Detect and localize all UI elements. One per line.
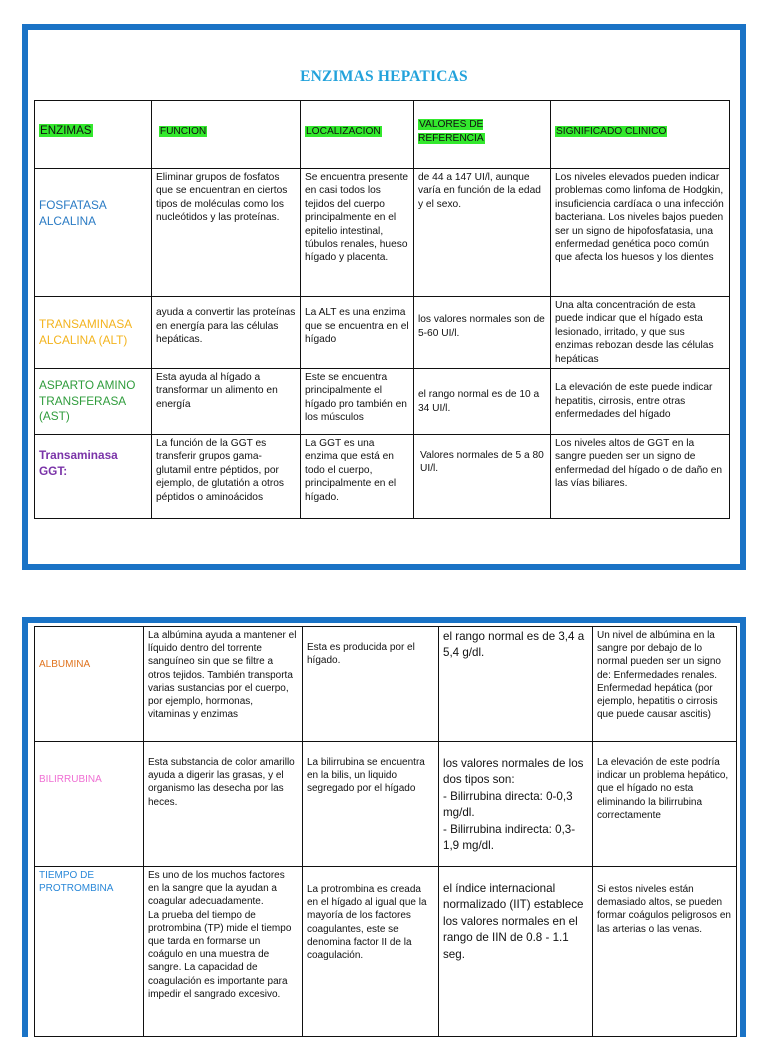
- header-funcion: FUNCION: [152, 101, 301, 169]
- significado-cell: La elevación de este podría indicar un problema hepático, que el hígado no esta eliminando la bilirrubina correctamente: [593, 742, 737, 867]
- valores-cell: de 44 a 147 UI/l, aunque varía en función de la edad y el sexo.: [414, 169, 551, 297]
- funcion-cell: La albúmina ayuda a mantener el líquido dentro del torrente sanguíneo sin que se filtre a otros tejidos. También transporta varias sustancias por el cuerpo, por ejemplo, hormonas, vitaminas y enzimas: [144, 627, 303, 742]
- table-row: [35, 867, 737, 1037]
- enzyme-name: TRANSAMINASA ALCALINA (ALT): [35, 297, 152, 369]
- enzyme-name: ASPARTO AMINO TRANSFERASA (AST): [35, 369, 152, 435]
- significado-cell: La elevación de este puede indicar hepatitis, cirrosis, entre otras enfermedades del hígado: [551, 369, 730, 435]
- table-row: [35, 297, 730, 369]
- table-row: [35, 435, 730, 519]
- funcion-cell: [144, 867, 303, 1037]
- significado-cell: Los niveles elevados pueden indicar problemas como linfoma de Hodgkin, insuficiencia cardíaca o una infección bacteriana. Los niveles bajos pueden ser un signo de hipofosfatasia, una enfermedad genética poco común que afecta los huesos y los dientes: [551, 169, 730, 297]
- valores-cell: el rango normal es de 3,4 a 5,4 g/dl.: [439, 627, 593, 742]
- enzyme-name: FOSFATASA ALCALINA: [35, 169, 152, 297]
- valores-cell: Valores normales de 5 a 80 UI/l.: [414, 435, 551, 519]
- significado-cell: Si estos niveles están demasiado altos, se pueden formar coágulos peligrosos en las arterias o las venas.: [593, 867, 737, 1037]
- enzymes-panel: [22, 24, 746, 570]
- enzymes-table: [34, 100, 730, 519]
- localizacion-cell: Se encuentra presente en casi todos los tejidos del cuerpo principalmente en el epitelio intestinal, túbulos renales, hueso hígado y placenta.: [301, 169, 414, 297]
- valores-cell: [439, 742, 593, 867]
- funcion-part-2: La prueba del tiempo de protrombina (TP) mide el tiempo que tarda en formarse un coágulo en una muestra de sangre. La capacidad de coagulación es importante para impedir el sangrado excesivo.: [148, 909, 292, 1000]
- valores-cell: el índice internacional normalizado (IIT) establece los valores normales en el rango de IIN de 0.8 - 1.1 seg.: [439, 867, 593, 1037]
- funcion-cell: ayuda a convertir las proteínas en energía para las células hepáticas.: [152, 297, 301, 369]
- test-name: TIEMPO DE PROTROMBINA: [35, 867, 144, 1037]
- valores-directa: - Bilirrubina directa: 0-0,3 mg/dl.: [443, 789, 573, 820]
- localizacion-cell: La GGT es una enzima que está en todo el cuerpo, principalmente en el hígado.: [301, 435, 414, 519]
- significado-cell: Los niveles altos de GGT en la sangre pueden ser un signo de enfermedad del hígado o de daño en las vías biliares.: [551, 435, 730, 519]
- funcion-cell: Esta substancia de color amarillo ayuda a digerir las grasas, y el organismo las desecha por las heces.: [144, 742, 303, 867]
- enzyme-name: Transaminasa GGT:: [35, 435, 152, 519]
- liver-tests-table: [34, 626, 737, 1037]
- localizacion-cell: Esta es producida por el hígado.: [303, 627, 439, 742]
- table-row: [35, 369, 730, 435]
- localizacion-cell: La protrombina es creada en el hígado al igual que la mayoría de los factores coagulantes, este se denomina factor II de la coagulación.: [303, 867, 439, 1037]
- valores-cell: el rango normal es de 10 a 34 UI/l.: [414, 369, 551, 435]
- funcion-cell: Eliminar grupos de fosfatos que se encuentran en ciertos tipos de moléculas como los nucleótidos y las proteínas.: [152, 169, 301, 297]
- table-row: [35, 627, 737, 742]
- header-enzimas: ENZIMAS: [35, 101, 152, 169]
- table-header-row: [35, 101, 730, 169]
- localizacion-cell: La bilirrubina se encuentra en la bilis, un liquido segregado por el hígado: [303, 742, 439, 867]
- document-title: ENZIMAS HEPATICAS: [300, 68, 468, 85]
- localizacion-cell: La ALT es una enzima que se encuentra en el hígado: [301, 297, 414, 369]
- header-localizacion: LOCALIZACION: [301, 101, 414, 169]
- significado-cell: Un nivel de albúmina en la sangre por debajo de lo normal pueden ser un signo de: Enfermedades renales. Enfermedad hepática (por ejemplo, hepatitis o cirrosis que puede causar ascitis): [593, 627, 737, 742]
- significado-cell: Una alta concentración de esta puede indicar que el hígado esta lesionado, irritado, y que sus enzimas rebozan desde las células hepáticas: [551, 297, 730, 369]
- valores-intro: los valores normales de los dos tipos son:: [443, 757, 584, 787]
- funcion-part-1: Es uno de los muchos factores en la sangre que la ayudan a coagular adecuadamente.: [148, 870, 285, 908]
- header-valores: VALORES DE REFERENCIA: [414, 101, 551, 169]
- localizacion-cell: Este se encuentra principalmente el hígado pro también en los músculos: [301, 369, 414, 435]
- valores-indirecta: - Bilirrubina indirecta: 0,3-1,9 mg/dl.: [443, 822, 576, 853]
- test-name: ALBUMINA: [35, 627, 144, 742]
- valores-cell: los valores normales son de 5-60 UI/l.: [414, 297, 551, 369]
- table-row: [35, 169, 730, 297]
- funcion-cell: La función de la GGT es transferir grupos gama-glutamil entre péptidos, por ejemplo, de glutatión a otros péptidos o aminoácidos: [152, 435, 301, 519]
- table-row: [35, 742, 737, 867]
- liver-tests-panel: [22, 617, 746, 1037]
- funcion-cell: Esta ayuda al hígado a transformar un alimento en energía: [152, 369, 301, 435]
- test-name: BILIRRUBINA: [35, 742, 144, 867]
- header-significado: SIGNIFICADO CLINICO: [551, 101, 730, 169]
